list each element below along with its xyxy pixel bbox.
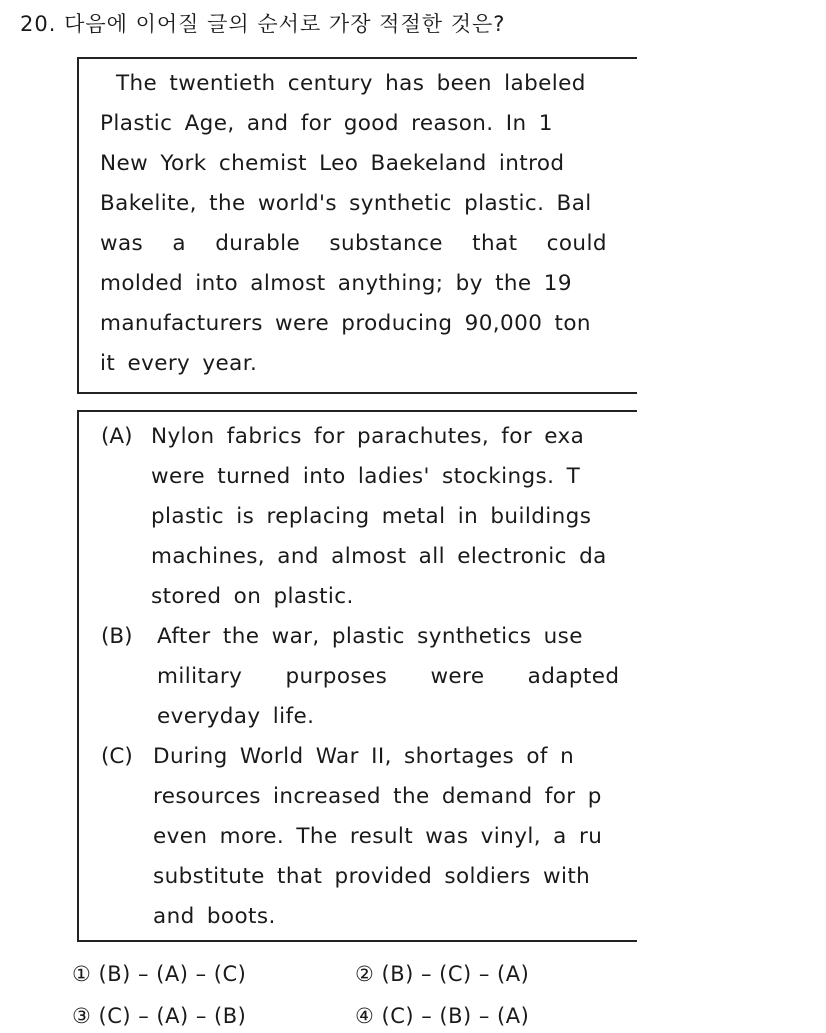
- paragraph-label-b: (B): [101, 624, 133, 649]
- paragraph-c-line-3: even more. The result was vinyl, a ru: [153, 824, 603, 849]
- option-text: (C) – (B) – (A): [381, 1004, 530, 1028]
- passage-line-4: Bakelite, the world's synthetic plastic. Bal: [100, 191, 592, 216]
- option-3[interactable]: [72, 1004, 246, 1028]
- paragraph-b-line-3: everyday life.: [157, 704, 315, 729]
- option-marker: ①: [72, 962, 92, 986]
- paragraph-b-line-1: After the war, plastic synthetics use: [157, 624, 583, 649]
- paragraph-c-line-5: and boots.: [153, 904, 276, 929]
- paragraphs-text: [79, 412, 624, 940]
- passage-line-8: it every year.: [100, 351, 258, 376]
- paragraph-c-line-2: resources increased the demand for p: [153, 784, 602, 809]
- paragraph-label-c: (C): [101, 744, 133, 769]
- paragraph-c-line-4: substitute that provided soldiers with: [153, 864, 591, 889]
- passage-line-2: Plastic Age, and for good reason. In 1: [100, 111, 553, 136]
- passage-line-5: was a durable substance that could: [100, 231, 607, 256]
- passage-line-1: The twentieth century has been labeled: [116, 71, 586, 96]
- option-marker: ③: [72, 1004, 92, 1028]
- option-text: (B) – (A) – (C): [98, 962, 247, 986]
- paragraph-c-line-1: During World War II, shortages of n: [153, 744, 575, 769]
- option-marker: ②: [355, 962, 375, 986]
- option-marker: ④: [355, 1004, 375, 1028]
- passage-line-3: New York chemist Leo Baekeland introd: [100, 151, 565, 176]
- paragraph-b-line-2: military purposes were adapted: [157, 664, 620, 689]
- option-4[interactable]: [355, 1004, 529, 1028]
- paragraphs-box: [77, 410, 637, 942]
- paragraph-a-line-5: stored on plastic.: [151, 584, 354, 609]
- passage-box: [77, 57, 637, 394]
- paragraph-a-line-4: machines, and almost all electronic da: [151, 544, 607, 569]
- option-2[interactable]: [355, 962, 529, 986]
- option-text: (C) – (A) – (B): [98, 1004, 247, 1028]
- paragraph-label-a: (A): [101, 424, 133, 449]
- paragraph-a-line-2: were turned into ladies' stockings. T: [151, 464, 581, 489]
- option-1[interactable]: [72, 962, 246, 986]
- passage-line-7: manufacturers were producing 90,000 ton: [100, 311, 591, 336]
- paragraph-a-line-3: plastic is replacing metal in buildings: [151, 504, 592, 529]
- question-title: 20. 다음에 이어질 글의 순서로 가장 적절한 것은?: [20, 12, 506, 36]
- option-text: (B) – (C) – (A): [381, 962, 530, 986]
- passage-text: [79, 59, 624, 392]
- paragraph-a-line-1: Nylon fabrics for parachutes, for exa: [151, 424, 585, 449]
- passage-line-6: molded into almost anything; by the 19: [100, 271, 572, 296]
